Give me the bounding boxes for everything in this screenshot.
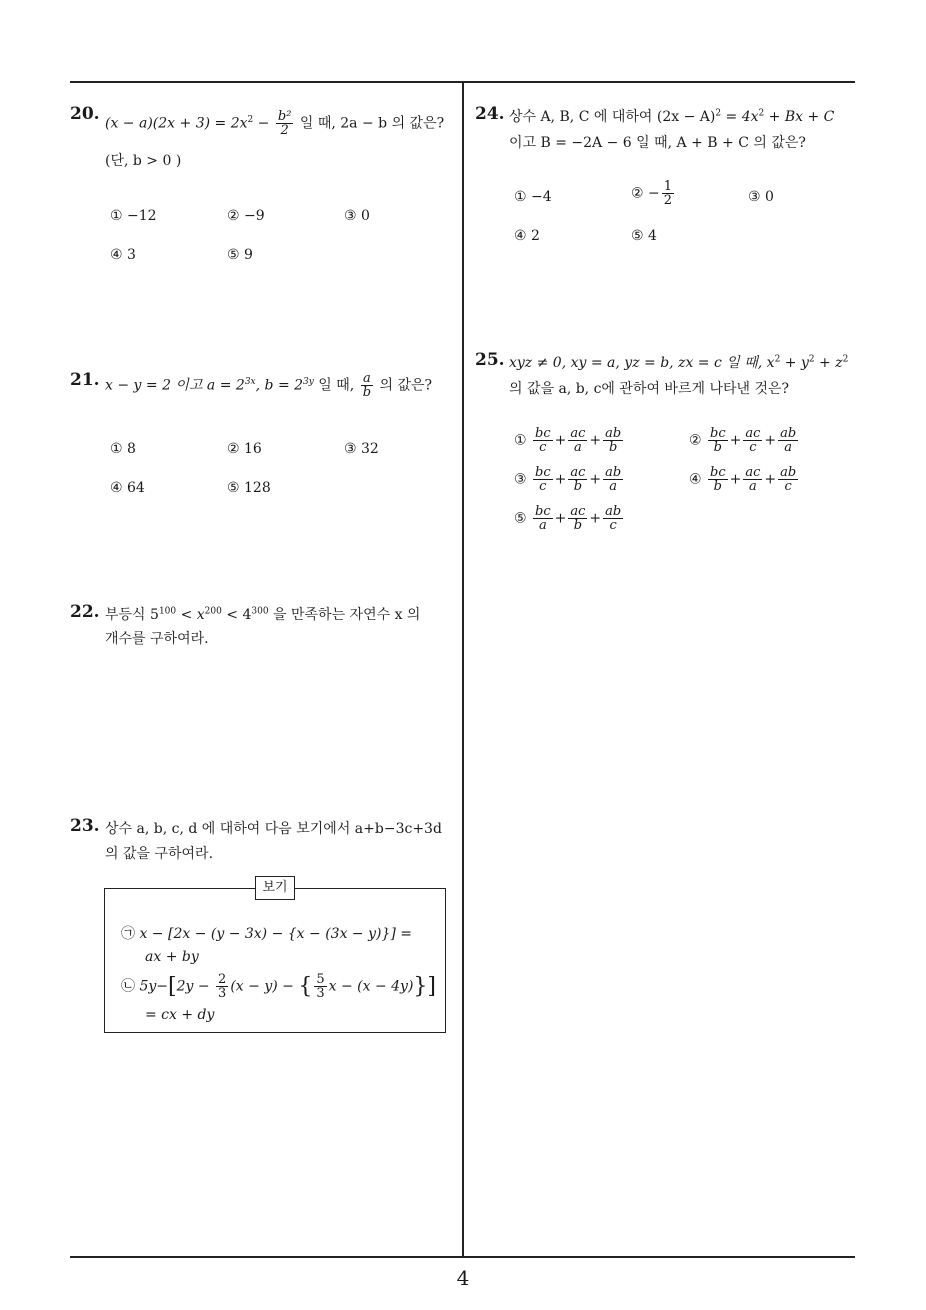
bogi-box — [104, 888, 446, 1033]
question-text-line1: 상수 a, b, c, d 에 대하여 다음 보기에서 a+b−3c+3d — [105, 821, 442, 837]
fraction: $\frac{a}{b}$ — [362, 371, 372, 400]
question-number: 23. — [70, 816, 100, 836]
column-divider — [462, 82, 464, 1257]
choice-1[interactable]: ① −4 — [514, 189, 552, 205]
question-text-line1: $(x - a)(2x + 3) = 2x^2$ − $\frac{\text{b²}}{2}$ 일 때, 2a − b 의 값은? — [105, 109, 445, 138]
choice-2[interactable]: ② $\frac{bc}{b}$ + $\frac{ac}{c}$ + $\frac{ab}{a}$ — [689, 426, 797, 455]
choice-5[interactable]: ⑤ 9 — [227, 247, 253, 263]
question-text-line2: 의 값을 a, b, c에 관하여 바르게 나타낸 것은? — [509, 381, 790, 397]
question-text-line1: 상수 A, B, C 에 대하여 $(2x - A)^2 = 4x^2 + Bx + C$ — [509, 108, 835, 125]
choice-3[interactable]: ③ 0 — [748, 189, 774, 205]
choice-4[interactable]: ④ 3 — [110, 247, 136, 263]
bogi-item-2: ㉡ 5y−[2y − $\frac{2}{3}$ (x − y) − { $\frac{5}{3}$ x − (x − 4y)}] — [121, 972, 436, 1001]
question-number: 20. — [70, 104, 100, 124]
choice-2[interactable]: ② − $\frac{1}{2}$ — [631, 179, 673, 208]
question-text-line1: x − y = 2 이고 $a = 2^{3x}$, $b = 2^{3y}$ 일 때, $\frac{a}{b}$ 의 값은? — [105, 371, 433, 400]
choice-2[interactable]: ② −9 — [227, 208, 265, 224]
question-text-line1: xyz ≠ 0, xy = a, yz = b, zx = c 일 때, $x^2 + y^2 + z^2$ — [509, 354, 849, 371]
choice-5[interactable]: ⑤ 4 — [631, 228, 657, 244]
fraction: $\frac{1}{2}$ — [663, 179, 673, 208]
bogi-title: 보기 — [255, 876, 295, 900]
question-text-line2: 개수를 구하여라. — [105, 631, 209, 647]
choice-3[interactable]: ③ 0 — [344, 208, 370, 224]
choice-1[interactable]: ① −12 — [110, 208, 157, 224]
question-text-line2: 의 값을 구하여라. — [105, 846, 214, 862]
question-number: 25. — [475, 350, 505, 370]
fraction: $\frac{5}{3}$ — [316, 972, 325, 1001]
bottom-rule — [70, 1256, 855, 1258]
choice-4[interactable]: ④ $\frac{bc}{b}$ + $\frac{ac}{a}$ + $\frac{ab}{c}$ — [689, 465, 797, 494]
choice-2[interactable]: ② 16 — [227, 441, 262, 457]
question-number: 24. — [475, 104, 505, 124]
fraction: $\frac{\text{b²}}{2}$ — [277, 109, 292, 138]
page-number: 4 — [456, 1266, 470, 1290]
choice-5[interactable]: ⑤ 128 — [227, 480, 271, 496]
question-text-line2: (단, b > 0 ) — [105, 153, 182, 169]
choice-4[interactable]: ④ 2 — [514, 228, 540, 244]
question-text-line1: 부등식 $5^{100} < x^{200} < 4^{300}$ 을 만족하는 자연수 x 의 — [105, 606, 421, 623]
question-number: 21. — [70, 370, 100, 390]
bogi-item-1-cont: ax + by — [145, 949, 199, 965]
bogi-item-2-cont: = cx + dy — [145, 1007, 215, 1023]
choice-3[interactable]: ③ 32 — [344, 441, 379, 457]
fraction: $\frac{2}{3}$ — [218, 972, 227, 1001]
bogi-item-1: ㉠ x − [2x − (y − 3x) − {x − (3x − y)}] = — [121, 926, 413, 942]
choice-1[interactable]: ① $\frac{bc}{c}$ + $\frac{ac}{a}$ + $\frac{ab}{b}$ — [514, 426, 622, 455]
choice-3[interactable]: ③ $\frac{bc}{c}$ + $\frac{ac}{b}$ + $\frac{ab}{a}$ — [514, 465, 622, 494]
choice-4[interactable]: ④ 64 — [110, 480, 145, 496]
question-text-line2: 이고 B = −2A − 6 일 때, A + B + C 의 값은? — [509, 135, 806, 151]
question-number: 22. — [70, 602, 100, 622]
choice-5[interactable]: ⑤ $\frac{bc}{a}$ + $\frac{ac}{b}$ + $\frac{ab}{c}$ — [514, 504, 622, 533]
choice-1[interactable]: ① 8 — [110, 441, 136, 457]
